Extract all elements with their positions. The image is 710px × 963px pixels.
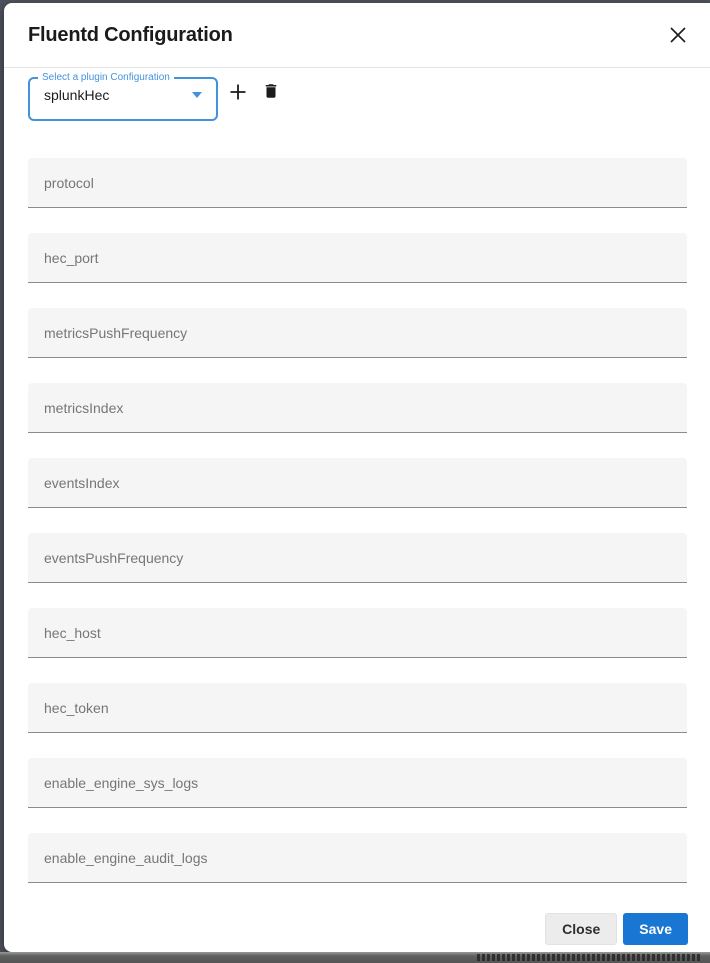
- trash-icon: [262, 82, 280, 100]
- modal-footer: [4, 913, 710, 952]
- config-field-input[interactable]: [28, 233, 687, 283]
- delete-config-button[interactable]: [262, 82, 280, 100]
- config-field-input[interactable]: [28, 833, 687, 883]
- background-page-text: [477, 954, 702, 961]
- config-field-input[interactable]: [28, 608, 687, 658]
- plugin-config-select[interactable]: [28, 73, 218, 121]
- plugin-select-inner: [30, 83, 216, 103]
- config-field-input[interactable]: [28, 458, 687, 508]
- modal-body: [4, 68, 710, 913]
- close-button[interactable]: Close: [545, 913, 617, 945]
- fluentd-configuration-modal: [4, 3, 710, 952]
- config-field-input[interactable]: [28, 383, 687, 433]
- config-field-input[interactable]: [28, 533, 687, 583]
- config-field-input[interactable]: [28, 308, 687, 358]
- chevron-down-icon: [192, 92, 202, 98]
- config-field-input[interactable]: [28, 158, 687, 208]
- close-icon[interactable]: [668, 25, 688, 45]
- background-page-strip: [0, 952, 710, 963]
- plus-icon: [228, 82, 248, 102]
- save-button[interactable]: Save: [623, 913, 688, 945]
- modal-title: Fluentd Configuration: [28, 23, 233, 46]
- close-x-icon: [668, 25, 688, 45]
- config-field-input[interactable]: [28, 758, 687, 808]
- config-fields: [28, 158, 687, 883]
- plugin-selector-row: [28, 73, 687, 121]
- modal-header: [4, 3, 710, 68]
- add-config-button[interactable]: [228, 82, 248, 102]
- config-field-input[interactable]: [28, 683, 687, 733]
- plugin-select-value: splunkHec: [44, 87, 110, 103]
- plugin-select-label: Select a plugin Configuration: [42, 72, 170, 83]
